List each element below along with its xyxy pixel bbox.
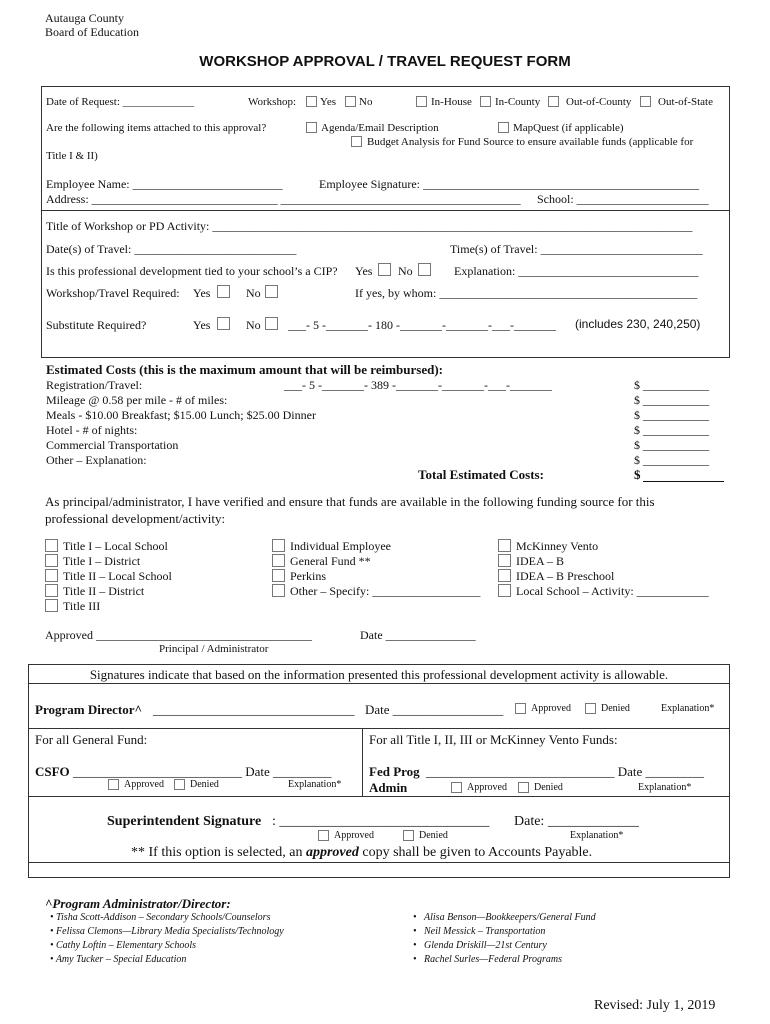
workshop-yes-label: Yes [320, 96, 337, 108]
bullet-icon: • [50, 940, 57, 951]
funding-option: Title II – District [63, 584, 145, 598]
total-costs-dollar: $ [634, 467, 641, 482]
sup-denied-checkbox[interactable] [403, 830, 414, 841]
program-director-signature-line[interactable]: _______________________________ [153, 702, 355, 717]
cip-no-label: No [398, 264, 413, 278]
bullet-icon: • [50, 954, 56, 965]
principal-approved-field[interactable]: Approved ____________________________________ [45, 628, 312, 642]
admin-list-item: • Rachel Surles—Federal Programs [413, 954, 562, 965]
registration-account-code[interactable]: ___- 5 -_______- 389 -_______-_______-___-_______ [284, 378, 552, 392]
funding-option: Title I – District [63, 554, 141, 568]
funding-option: General Fund ** [290, 554, 371, 568]
pd-explanation-label: Explanation* [661, 703, 715, 714]
cost-amount-field[interactable]: $ ___________ [634, 378, 709, 392]
superintendent-signature-line[interactable]: : ______________________________ [272, 814, 490, 829]
pd-denied-label: Denied [601, 703, 630, 714]
bullet-icon: • [413, 926, 425, 937]
funding-option: Title III [63, 599, 101, 613]
funding-statement-line-2: professional development/activity: [45, 511, 226, 526]
fed-prog-label: Fed Prog [369, 764, 420, 779]
wt-no-label: No [246, 286, 261, 300]
in-county-checkbox[interactable] [480, 96, 491, 107]
funding-option: IDEA – B [516, 554, 564, 568]
admin-list-item: • Felissa Clemons—Library Media Specialists/Technology [50, 926, 284, 937]
admin-list-item: • Neil Messick – Transportation [413, 926, 546, 937]
sub-no-label: No [246, 318, 261, 332]
bullet-icon: • [413, 940, 425, 951]
general-fund-checkbox[interactable] [272, 554, 285, 567]
divider [41, 210, 730, 211]
principal-date-field[interactable]: Date _______________ [360, 628, 476, 642]
admin-list-item: • Amy Tucker – Special Education [50, 954, 187, 965]
in-county-label: In-County [495, 96, 541, 108]
admin-list-item: • Cathy Loftin – Elementary Schools [50, 940, 197, 951]
mckinney-vento-checkbox[interactable] [498, 539, 511, 552]
cost-amount-field[interactable]: $ ___________ [634, 408, 709, 422]
wt-yes-checkbox[interactable] [217, 285, 230, 298]
title-i-local-checkbox[interactable] [45, 539, 58, 552]
funding-statement-line-1: As principal/administrator, I have verified and ensure that funds are available in the following funding source for this [45, 494, 655, 509]
attached-question: Are the following items attached to this approval? [46, 122, 267, 134]
in-house-checkbox[interactable] [416, 96, 427, 107]
csfo-label: CSFO [35, 764, 70, 779]
out-of-county-checkbox[interactable] [548, 96, 559, 107]
sup-approved-label: Approved [334, 830, 374, 841]
workshop-label: Workshop: [248, 96, 297, 108]
pd-denied-checkbox[interactable] [585, 703, 596, 714]
program-director-label: Program Director^ [35, 702, 143, 717]
title-funds-label: For all Title I, II, III or McKinney Vento Funds: [369, 732, 618, 747]
divider [28, 683, 730, 684]
funding-option: IDEA – B Preschool [516, 569, 615, 583]
cip-question: Is this professional development tied to your school’s a CIP? [46, 264, 338, 278]
divider [28, 796, 730, 797]
cost-label: Commercial Transportation [46, 438, 179, 452]
title-i-ii-note: Title I & II) [46, 150, 98, 162]
workshop-no-label: No [359, 96, 373, 108]
superintendent-label: Superintendent Signature [107, 814, 262, 829]
cip-no-checkbox[interactable] [418, 263, 431, 276]
funding-option: McKinney Vento [516, 539, 599, 553]
program-director-date-field[interactable]: Date _________________ [365, 702, 504, 717]
accounts-payable-note: ** If this option is selected, an approved copy shall be given to Accounts Payable. [131, 845, 593, 860]
funding-option: Individual Employee [290, 539, 391, 553]
pd-approved-checkbox[interactable] [515, 703, 526, 714]
principal-caption: Principal / Administrator [159, 643, 269, 655]
fed-denied-checkbox[interactable] [518, 782, 529, 793]
cost-label: Mileage @ 0.58 per mile - # of miles: [46, 393, 228, 407]
agenda-label: Agenda/Email Description [321, 122, 439, 134]
admin-label: Admin [369, 780, 408, 795]
substitute-includes-note: (includes 230, 240,250) [575, 317, 701, 331]
workshop-yes-checkbox[interactable] [306, 96, 317, 107]
idea-b-checkbox[interactable] [498, 554, 511, 567]
perkins-checkbox[interactable] [272, 569, 285, 582]
cip-yes-checkbox[interactable] [378, 263, 391, 276]
sup-denied-label: Denied [419, 830, 448, 841]
cost-amount-field[interactable]: $ ___________ [634, 423, 709, 437]
total-costs-label: Total Estimated Costs: [418, 467, 544, 482]
costs-heading: Estimated Costs (this is the maximum amount that will be reimbursed): [46, 362, 443, 377]
wt-no-checkbox[interactable] [265, 285, 278, 298]
fed-explanation-label: Explanation* [638, 782, 692, 793]
title-ii-district-checkbox[interactable] [45, 584, 58, 597]
cip-yes-label: Yes [355, 264, 373, 278]
workshop-no-checkbox[interactable] [345, 96, 356, 107]
admin-list-item: • Glenda Driskill—21st Century [413, 940, 547, 951]
csfo-denied-label: Denied [190, 779, 219, 790]
local-school-activity-checkbox[interactable] [498, 584, 511, 597]
individual-employee-checkbox[interactable] [272, 539, 285, 552]
funding-option: Perkins [290, 569, 326, 583]
total-costs-line[interactable] [643, 481, 724, 482]
sub-yes-label: Yes [193, 318, 211, 332]
workshop-travel-required-label: Workshop/Travel Required: [46, 286, 180, 300]
title-iii-checkbox[interactable] [45, 599, 58, 612]
date-of-request: Date of Request: _____________ [46, 96, 195, 108]
bullet-icon: • [413, 912, 425, 923]
out-of-state-checkbox[interactable] [640, 96, 651, 107]
budget-label: Budget Analysis for Fund Source to ensure available funds (applicable for [367, 136, 694, 148]
sup-approved-checkbox[interactable] [318, 830, 329, 841]
admin-list-item: • Alisa Benson—Bookkeepers/General Fund [413, 912, 596, 923]
employee-name-field[interactable]: Employee Name: _________________________ [46, 177, 283, 191]
bullet-icon: • [50, 912, 57, 923]
fed-approved-label: Approved [467, 782, 507, 793]
cost-amount-field[interactable]: $ ___________ [634, 393, 709, 407]
sub-yes-checkbox[interactable] [217, 317, 230, 330]
cost-label: Hotel - # of nights: [46, 423, 138, 437]
title-pd-field[interactable]: Title of Workshop or PD Activity: ________________________________________________________________________________ [46, 219, 693, 233]
funding-option: Local School – Activity: ____________ [516, 584, 709, 598]
budget-checkbox[interactable] [351, 136, 362, 147]
divider [28, 728, 730, 729]
cost-label: Other – Explanation: [46, 453, 147, 467]
title-i-district-checkbox[interactable] [45, 554, 58, 567]
revised-date: Revised: July 1, 2019 [594, 998, 716, 1013]
pd-approved-label: Approved [531, 703, 571, 714]
csfo-approved-checkbox[interactable] [108, 779, 119, 790]
funding-option: Title II – Local School [63, 569, 172, 583]
other-specify-checkbox[interactable] [272, 584, 285, 597]
admins-heading: ^Program Administrator/Director: [45, 896, 231, 911]
agenda-checkbox[interactable] [306, 122, 317, 133]
dates-travel-field[interactable]: Date(s) of Travel: ___________________________ [46, 242, 297, 256]
employee-signature-field[interactable]: Employee Signature: ______________________________________________ [319, 177, 699, 191]
form-title: WORKSHOP APPROVAL / TRAVEL REQUEST FORM [199, 53, 571, 70]
mapquest-label: MapQuest (if applicable) [513, 122, 624, 134]
org-line-2: Board of Education [45, 25, 139, 39]
wt-yes-label: Yes [193, 286, 211, 300]
sup-explanation-label: Explanation* [570, 830, 624, 841]
mapquest-checkbox[interactable] [498, 122, 509, 133]
bullet-icon: • [413, 954, 425, 965]
bullet-icon: • [50, 926, 57, 937]
fed-prog-signature-line[interactable]: _____________________________ Date _________ [426, 764, 705, 779]
idea-b-preschool-checkbox[interactable] [498, 569, 511, 582]
in-house-label: In-House [431, 96, 472, 108]
funding-option: Other – Specify: __________________ [290, 584, 481, 598]
school-field[interactable]: School: ______________________ [537, 192, 709, 206]
csfo-approved-label: Approved [124, 779, 164, 790]
cip-explanation-field[interactable]: Explanation: ______________________________ [454, 264, 699, 278]
title-ii-local-checkbox[interactable] [45, 569, 58, 582]
csfo-denied-checkbox[interactable] [174, 779, 185, 790]
fed-denied-label: Denied [534, 782, 563, 793]
fed-approved-checkbox[interactable] [451, 782, 462, 793]
cost-label: Registration/Travel: [46, 378, 143, 392]
org-line-1: Autauga County [45, 11, 124, 25]
superintendent-date-field[interactable]: Date: _____________ [514, 814, 639, 829]
substitute-account-code[interactable]: ___- 5 -_______- 180 -_______-_______-___-_______ [288, 318, 556, 332]
times-travel-field[interactable]: Time(s) of Travel: ___________________________ [450, 242, 703, 256]
cost-label: Meals - $10.00 Breakfast; $15.00 Lunch; $25.00 Dinner [46, 408, 316, 422]
out-of-state-label: Out-of-State [658, 96, 713, 108]
substitute-required-label: Substitute Required? [46, 318, 147, 332]
csfo-signature-line[interactable]: __________________________ Date _________ [73, 764, 332, 779]
address-field[interactable]: Address: _______________________________ ________________________________________ [46, 192, 521, 206]
divider [362, 728, 363, 796]
if-yes-whom-field[interactable]: If yes, by whom: ___________________________________________ [355, 286, 698, 300]
approval-intro: Signatures indicate that based on the information presented this professional development activity is allowable. [89, 667, 669, 682]
cost-amount-field[interactable]: $ ___________ [634, 453, 709, 467]
divider [28, 862, 730, 863]
csfo-explanation-label: Explanation* [288, 779, 342, 790]
cost-amount-field[interactable]: $ ___________ [634, 438, 709, 452]
general-fund-label: For all General Fund: [35, 732, 148, 747]
sub-no-checkbox[interactable] [265, 317, 278, 330]
admin-list-item: • Tisha Scott-Addison – Secondary Schools/Counselors [50, 912, 271, 923]
funding-option: Title I – Local School [63, 539, 168, 553]
out-of-county-label: Out-of-County [566, 96, 632, 108]
